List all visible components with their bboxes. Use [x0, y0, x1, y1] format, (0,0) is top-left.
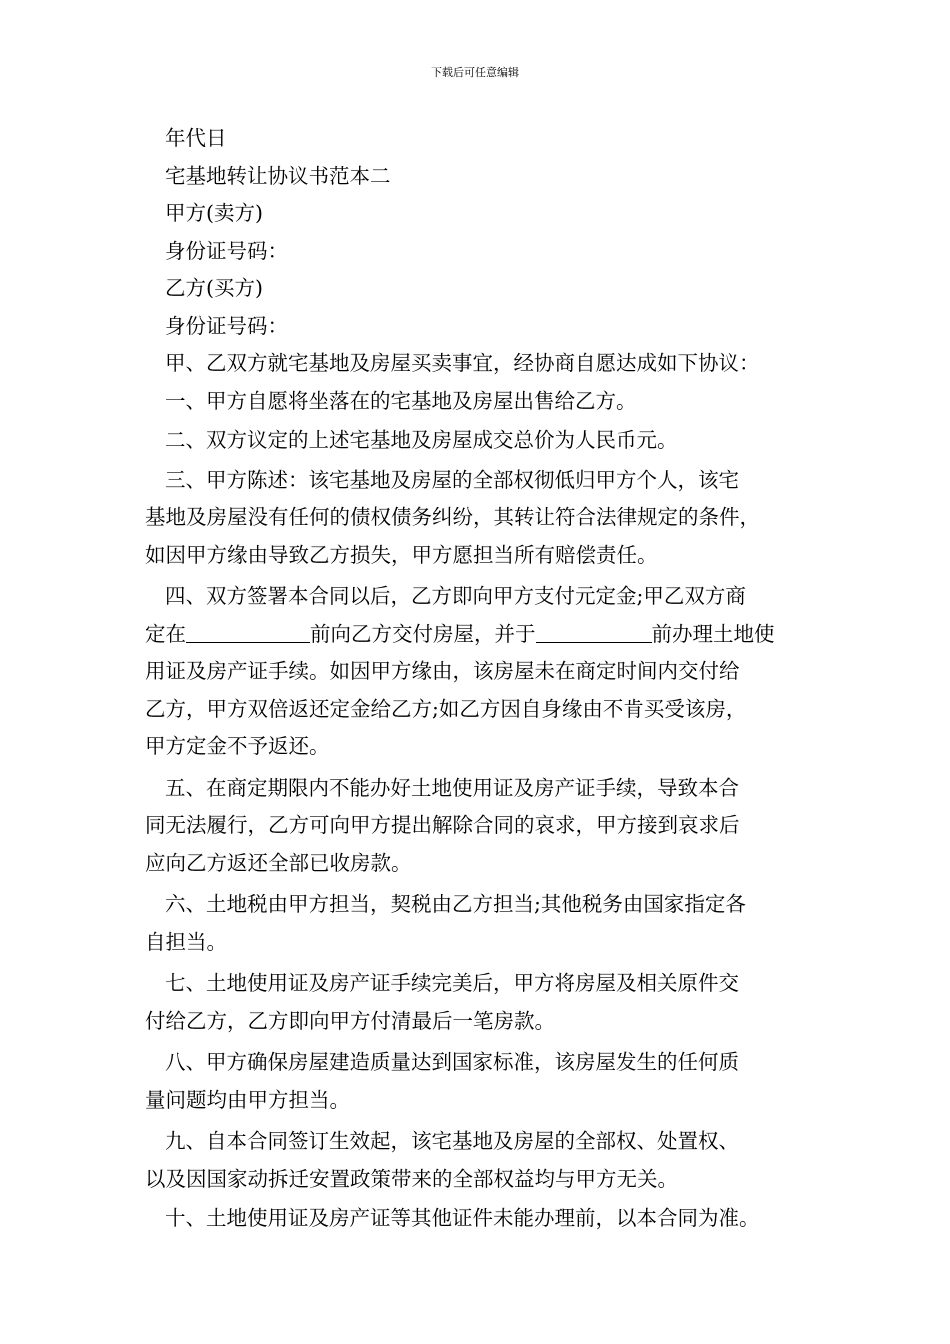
clause-8-line: 量问题均由甲方担当。 — [145, 1087, 350, 1112]
clause-3-line: 基地及房屋没有任何的债权债务纠纷，其转让符合法律规定的条件， — [145, 505, 760, 529]
clause-4-line: 四、双方签署本合同以后，乙方即向甲方支付元定金;甲乙双方商 — [165, 584, 746, 608]
clause-4-text: 定在 — [145, 621, 186, 646]
clause-4-line: 用证及房产证手续。如因甲方缘由，该房屋未在商定时间内交付给 — [145, 659, 740, 683]
clause-4-line: 乙方，甲方双倍返还定金给乙方;如乙方因自身缘由不肯买受该房， — [145, 696, 747, 721]
clause-6 — [145, 886, 807, 961]
clause-3 — [145, 462, 807, 575]
blank-delivery-date — [186, 622, 310, 643]
clause-2: 二、双方议定的上述宅基地及房屋成交总价为人民币元。 — [165, 428, 678, 452]
clause-3-line: 三、甲方陈述：该宅基地及房屋的全部权彻低归甲方个人，该宅 — [165, 467, 739, 492]
clause-8 — [145, 1044, 807, 1119]
clause-3-line: 如因甲方缘由导致乙方损失，甲方愿担当所有赔偿责任。 — [145, 542, 658, 567]
date-line: 年代日 — [165, 126, 227, 150]
clause-5-line: 同无法履行，乙方可向甲方提出解除合同的哀求，甲方接到哀求后 — [145, 813, 740, 837]
clause-5 — [145, 770, 807, 883]
agreement-intro: 甲、乙双方就宅基地及房屋买卖事宜，经协商自愿达成如下协议： — [165, 351, 760, 375]
clause-4-text: 前向乙方交付房屋，并于 — [310, 621, 536, 646]
party-a-label: 甲方(卖方) — [165, 201, 263, 225]
clause-4-line: 甲方定金不予返还。 — [145, 734, 330, 758]
document-title: 宅基地转让协议书范本二 — [165, 163, 391, 188]
clause-5-line: 应向乙方返还全部已收房款。 — [145, 850, 412, 875]
clause-9-line: 九、自本合同签订生效起，该宅基地及房屋的全部权、处置权、 — [165, 1129, 739, 1153]
clause-5-line: 五、在商定期限内不能办好土地使用证及房产证手续，导致本合 — [165, 775, 739, 800]
clause-1: 一、甲方自愿将坐落在的宅基地及房屋出售给乙方。 — [165, 388, 637, 413]
clause-4-line-with-blanks — [145, 616, 807, 654]
clause-7-line: 付给乙方，乙方即向甲方付清最后一笔房款。 — [145, 1008, 555, 1033]
clause-7-line: 七、土地使用证及房产证手续完美后，甲方将房屋及相关原件交 — [165, 971, 739, 995]
document-body — [145, 120, 807, 1238]
clause-9-line: 以及因国家动拆迁安置政策带来的全部权益均与甲方无关。 — [145, 1166, 678, 1191]
clause-10: 十、土地使用证及房产证等其他证件未能办理前，以本合同为准。 — [165, 1206, 760, 1230]
page-header-note: 下载后可任意编辑 — [431, 66, 519, 79]
clause-9 — [145, 1123, 807, 1198]
clause-6-line: 自担当。 — [145, 929, 227, 954]
blank-certificate-date — [536, 622, 652, 643]
party-b-label: 乙方(买方) — [165, 276, 263, 300]
clause-4 — [145, 578, 807, 766]
clause-7 — [145, 965, 807, 1040]
party-b-id-label: 身份证号码： — [165, 313, 288, 338]
clause-4-text: 前办理土地使 — [651, 621, 775, 646]
clause-8-line: 八、甲方确保房屋建造质量达到国家标准，该房屋发生的任何质 — [165, 1050, 739, 1074]
clause-6-line: 六、土地税由甲方担当，契税由乙方担当;其他税务由国家指定各 — [165, 892, 746, 916]
party-a-id-label: 身份证号码： — [165, 238, 288, 263]
